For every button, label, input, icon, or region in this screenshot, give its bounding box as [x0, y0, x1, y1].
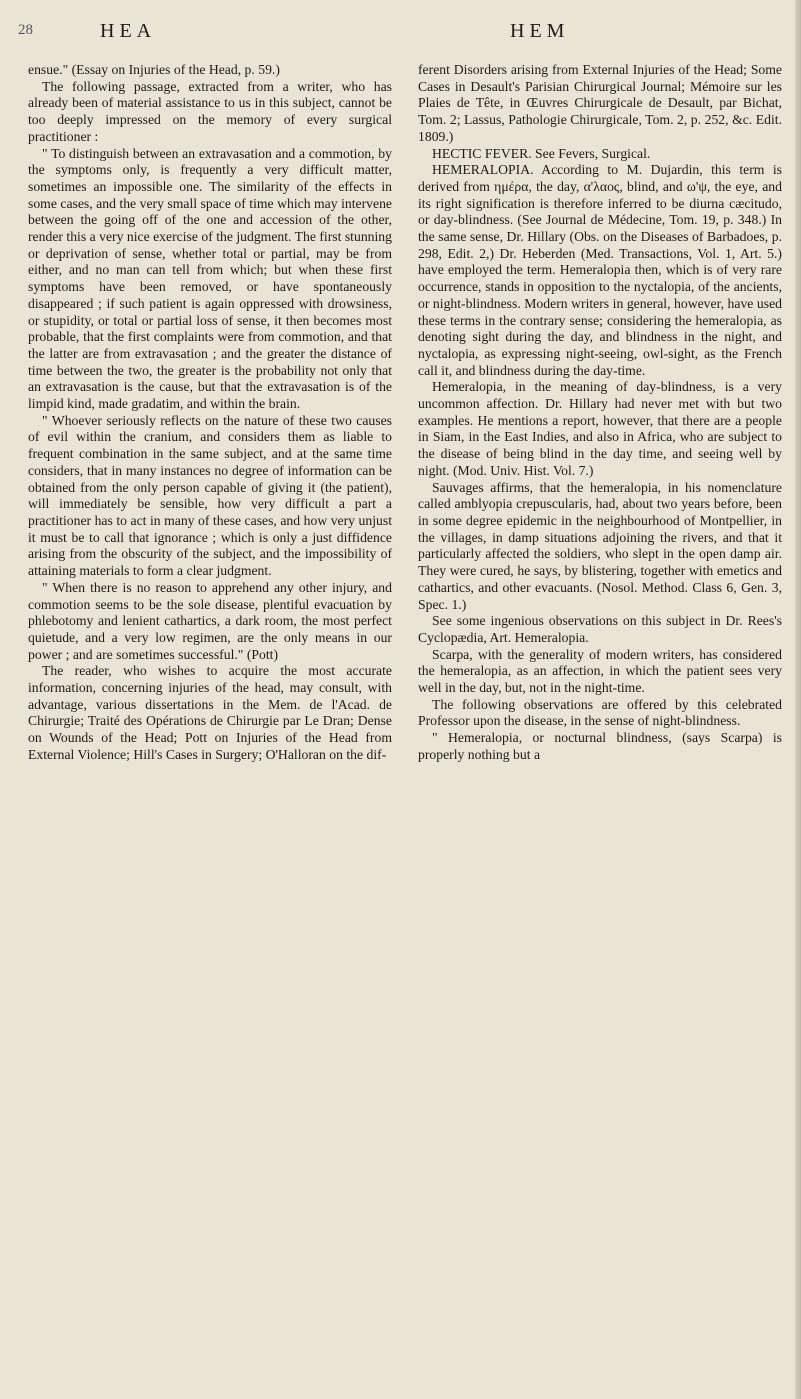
paragraph: HECTIC FEVER. See Fevers, Surgical.: [432, 145, 651, 161]
paragraph: Hemeralopia, in the meaning of day-blindness, is a very uncommon affection. Dr. Hillary had never met with but two examples. He mentions a report, however, that there are a people in Siam, in the East Indies, and also in Africa, who are subject to the disease of being blind in the day time, and seeing well by night. (Mod. Univ. Hist. Vol. 7.): [418, 379, 782, 478]
paragraph: ferent Disorders arising from External Injuries of the Head; Some Cases in Desault's Parisian Chirurgical Journal; Mémoire sur les Plaies de Tête, in Œuvres Chirurgicale de Desault, par Bichat, Tom. 2; Lassus, Pathologie Chirurgicale, Tom. 2, p. 252, &c. Edit. 1809.): [418, 62, 782, 144]
page-number: 28: [18, 22, 33, 38]
paragraph: " Hemeralopia, or nocturnal blindness, (says Scarpa) is properly nothing but a: [418, 730, 782, 762]
paragraph: The reader, who wishes to acquire the most accurate information, concerning injuries of the head, may consult, with advantage, various dissertations in the Mem. de l'Acad. de Chirurgie; Traité des Opérations de Chirurgie par Le Dran; Dense on Wounds of the Head; Pott on Injuries of the Head from External Violence; Hill's Cases in Surgery; O'Halloran on the dif-: [28, 663, 392, 762]
paragraph: HEMERALOPIA. According to M. Dujardin, this term is derived from ημέρα, the day, α'λαος, blind, and ω'ψ, the eye, and its right signification is therefore inferred to be diurna cæcitudo, or day-blindness. (See Journal de Médecine, Tom. 19, p. 348.) In the same sense, Dr. Hillary (Obs. on the Diseases of Barbadoes, p. 298, Edit. 2,) Dr. Heberden (Med. Transactions, Vol. 1, Art. 5.) have employed the term. Hemeralopia then, which is of very rare occurrence, stands in opposition to the nyctalopia, of the ancients, or night-blindness. Modern writers in general, however, have used these terms in the contrary sense; considering the hemeralopia, as denoting sight during the day, and blindness in the night, and nyctalopia, as expressing night-seeing, owl-sight, as the French call it, and blindness during the day-time.: [418, 162, 782, 378]
header-right-word: HEM: [510, 20, 570, 42]
paragraph: " When there is no reason to apprehend any other injury, and commotion seems to be the sole disease, plentiful evacuation by phlebotomy and lenient cathartics, a dark room, the most perfect quietude, and a very low regimen, are the only means in our power ; and are sometimes successful." (Pott): [28, 579, 392, 662]
right-column: [418, 62, 782, 764]
paragraph: Sauvages affirms, that the hemeralopia, in his nomenclature called amblyopia crepuscularis, had, about two years before, been in some degree epidemic in the neighbourhood of Montpellier, in the villages, in damp situations adjoining the rivers, and that it particularly affected the soldiers, who slept in the open damp air. They were cured, he says, by blistering, together with emetics and cathartics, and other evacuants. (Nosol. Method. Class 6, Gen. 3, Spec. 1.): [418, 479, 782, 612]
paragraph: " To distinguish between an extravasation and a commotion, by the symptoms only, is frequently a very difficult matter, sometimes an impossible one. The similarity of the effects in some cases, and the very small space of time which may intervene between the going off of the one and accession of the other, render this a very nice exercise of the judgment. The first stunning or deprivation of sense, whether total or partial, may be from either, and no man can tell from which; but when these first symptoms have been removed, or have spontaneously disappeared ; if such patient is again oppressed with drowsiness, or stupidity, or total or partial loss of sense, it then becomes most probable, that the first complaints were from commotion, and that the latter are from extravasation ; and the greater the distance of time between the two, the greater is the probability not only that an extravasation is the cause, but that the extravasation is of the limpid kind, made gradatim, and within the brain.: [28, 145, 392, 412]
paragraph: Scarpa, with the generality of modern writers, has considered the hemeralopia, as an affection, in which the patient sees very well in the day, but, not in the night-time.: [418, 646, 782, 696]
paragraph: The following observations are offered by this celebrated Professor upon the disease, in the sense of night-blindness.: [418, 696, 782, 729]
running-header: [0, 8, 801, 48]
paragraph: " Whoever seriously reflects on the nature of these two causes of evil within the cranium, and considers them as liable to frequent combination in the same subject, and at the same time considers, that in many instances no degree of information can be obtained from the only person capable of giving it (the patient), will immediately be sensible, how very difficult a part a practitioner has to act in many of these cases, and how very unjust it must be to call that ignorance ; which is only a just diffidence arising from the obscurity of the subject, and the impossibility of attaining materials to form a clear judgment.: [28, 412, 392, 579]
paragraph: The following passage, extracted from a writer, who has already been of material assistance to us in this subject, cannot be too deeply impressed on the memory of every surgical practitioner :: [28, 78, 392, 144]
paragraph: ensue." (Essay on Injuries of the Head, p. 59.): [28, 62, 280, 77]
page-edge: [795, 0, 801, 1399]
paragraph: See some ingenious observations on this subject in Dr. Rees's Cyclopædia, Art. Hemeralopia.: [418, 613, 782, 645]
header-left-word: HEA: [100, 20, 157, 42]
left-column: [28, 62, 392, 764]
